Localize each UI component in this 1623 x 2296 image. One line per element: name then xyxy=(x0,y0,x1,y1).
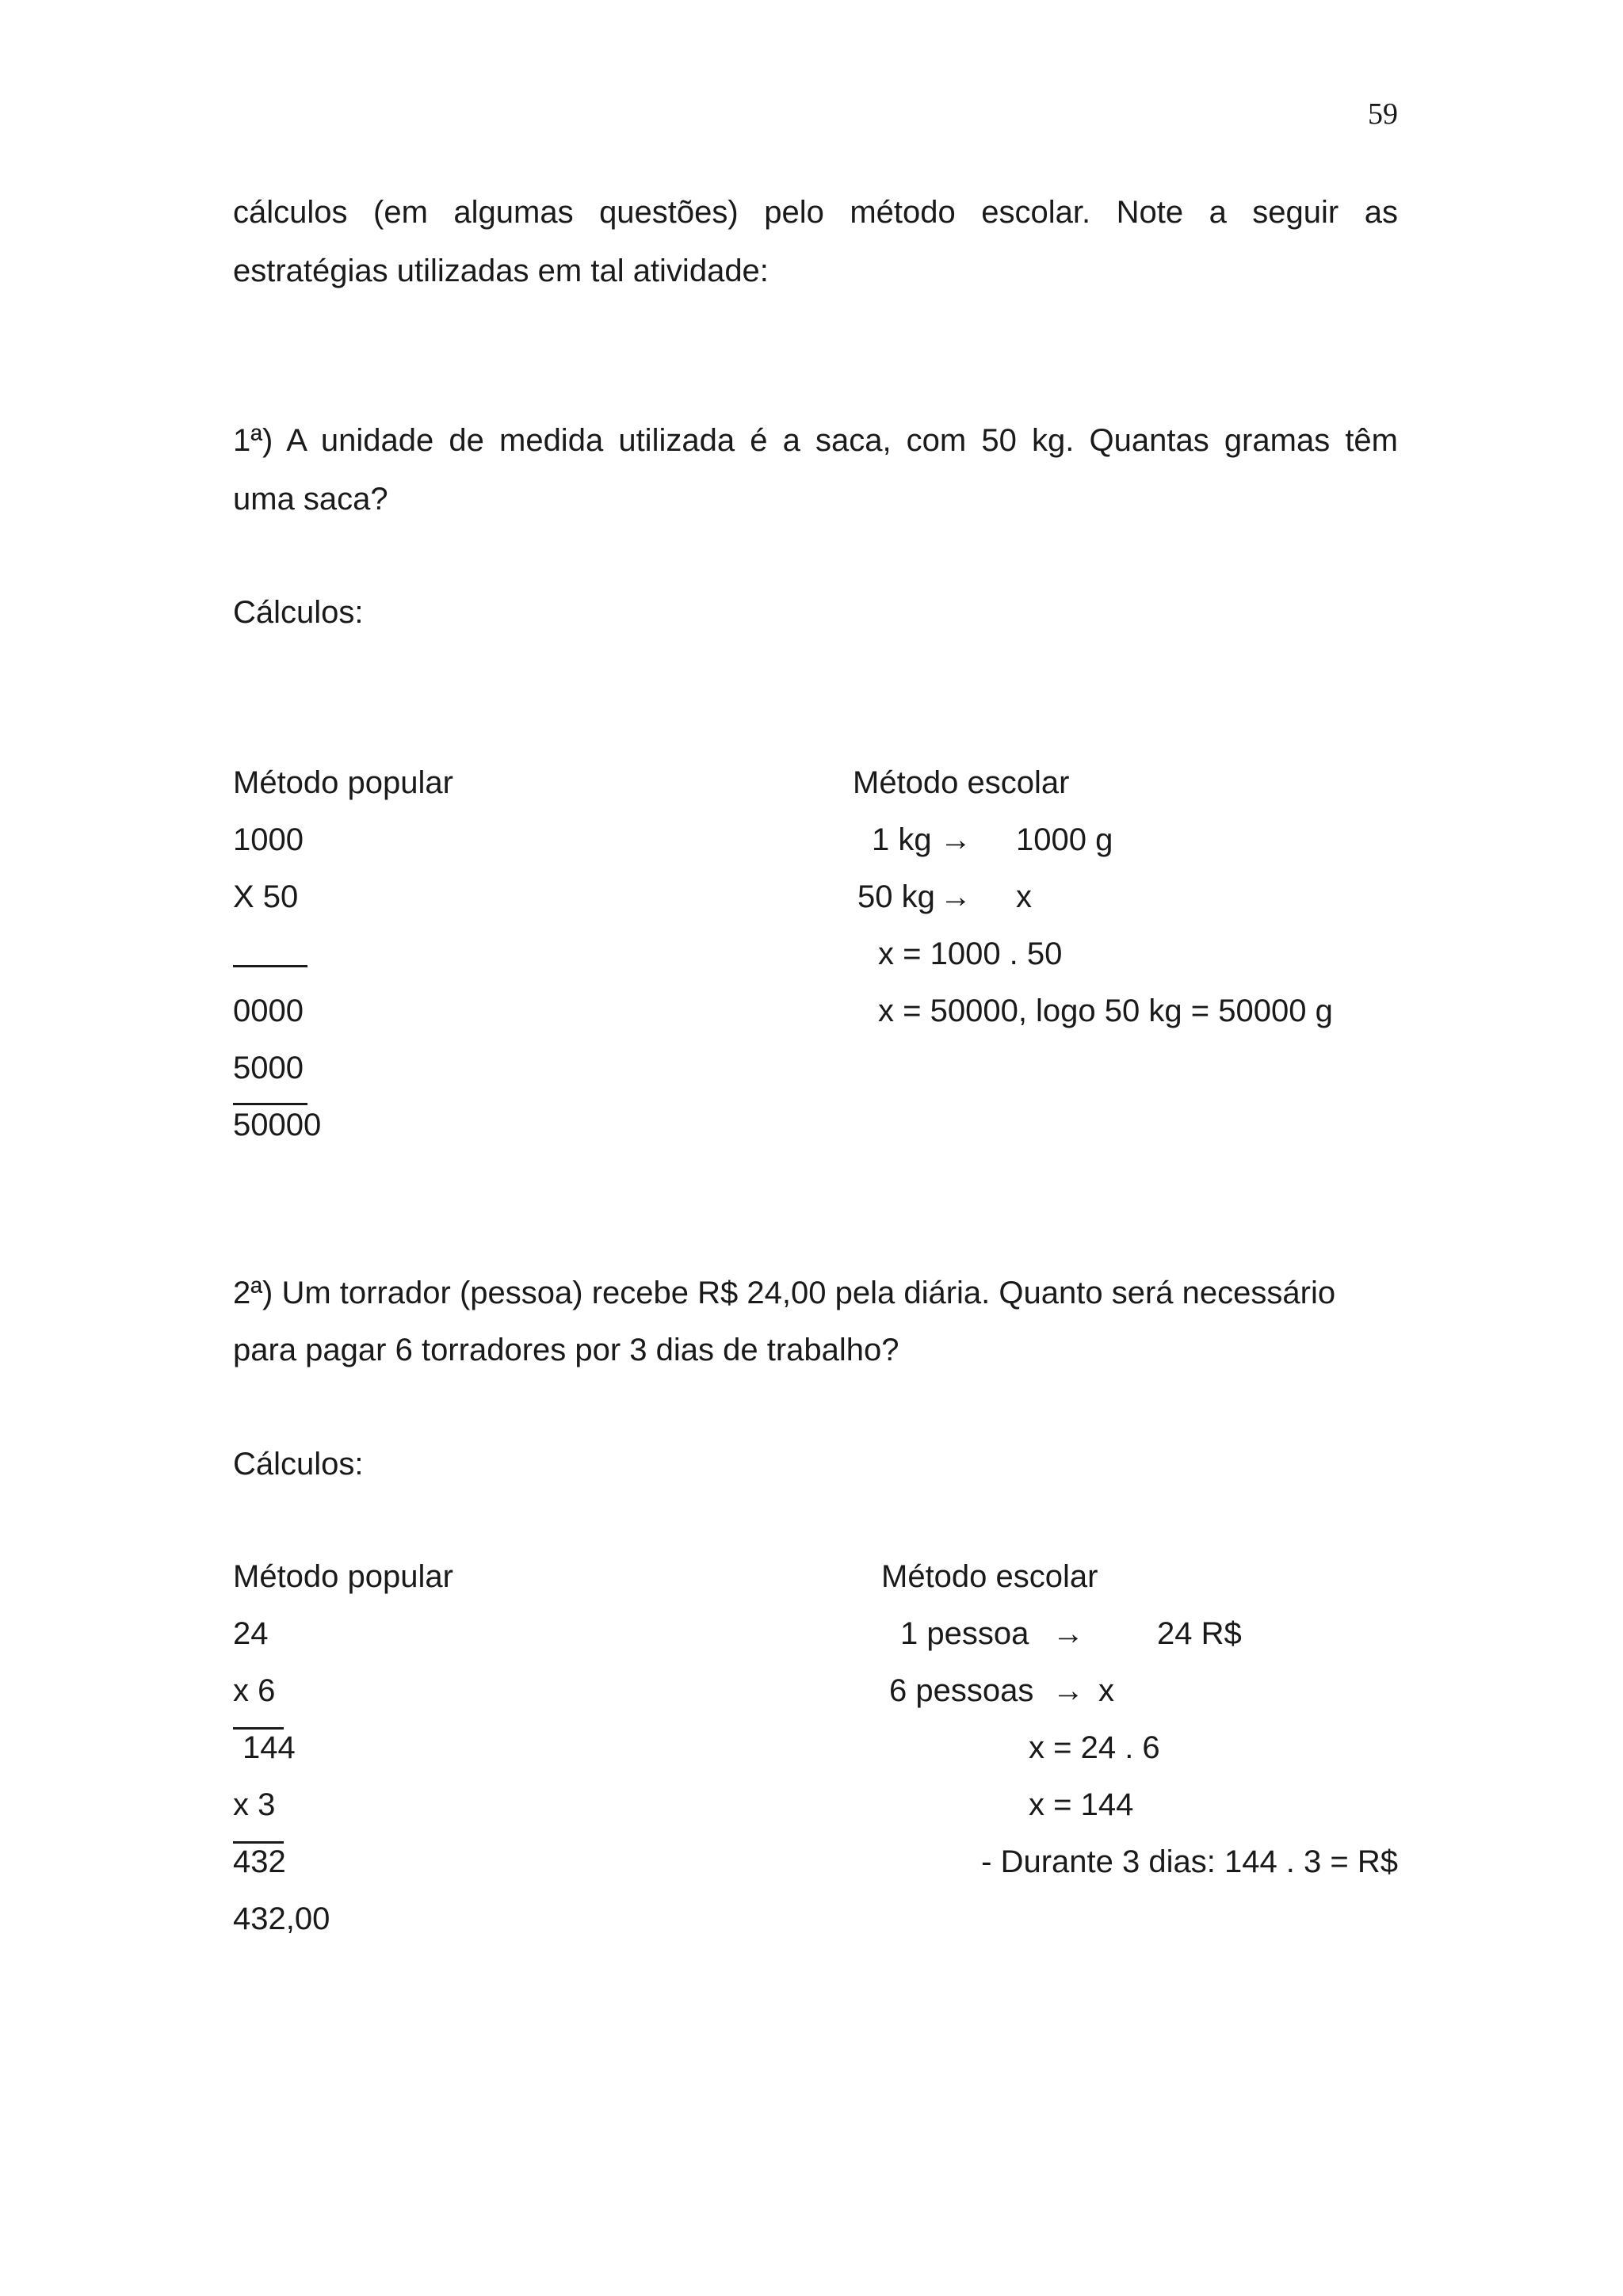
q2-popular-line-4: x 3 xyxy=(233,1787,276,1822)
q2-popular-line-1: 24 xyxy=(233,1616,269,1651)
q1-line-2: uma saca? xyxy=(233,482,388,517)
q2-escolar-row3: x = 24 . 6 xyxy=(1029,1730,1160,1765)
q2-escolar-row5: - Durante 3 dias: 144 . 3 = R$ xyxy=(981,1844,1398,1879)
q2-second-rule xyxy=(233,1841,284,1844)
q1-arrow-1: → xyxy=(940,822,972,857)
q1-popular-line-5: 50000 xyxy=(233,1108,322,1142)
q1-line-1: 1ª) A unidade de medida utilizada é a saca, com 50 kg. Quantas gramas têm xyxy=(233,423,1398,458)
q2-calc-label: Cálculos: xyxy=(233,1447,364,1482)
q2-escolar-row2-right: x xyxy=(1098,1673,1114,1708)
q1-sum-rule xyxy=(233,965,307,967)
q1-escolar-row1-left: 1 kg xyxy=(872,822,932,857)
q2-arrow-1: → xyxy=(1052,1616,1084,1651)
q2-first-rule xyxy=(233,1727,284,1730)
q1-result-rule xyxy=(233,1103,307,1105)
q2-line-1: 2ª) Um torrador (pessoa) recebe R$ 24,00 pela diária. Quanto será necessário xyxy=(233,1276,1336,1310)
q2-popular-line-2: x 6 xyxy=(233,1673,276,1708)
q2-arrow-2: → xyxy=(1052,1673,1084,1708)
q2-escolar-row1-right: 24 R$ xyxy=(1157,1616,1242,1651)
q2-popular-heading: Método popular xyxy=(233,1559,453,1594)
intro-line-1: cálculos (em algumas questões) pelo método escolar. Note a seguir as xyxy=(233,195,1398,230)
q1-popular-line-4: 5000 xyxy=(233,1051,304,1085)
page-number: 59 xyxy=(1368,97,1398,131)
q2-escolar-row1-left: 1 pessoa xyxy=(900,1616,1029,1651)
q2-escolar-row2-left: 6 pessoas xyxy=(889,1673,1034,1708)
q2-popular-line-3: 144 xyxy=(242,1730,296,1765)
q1-popular-line-2: X 50 xyxy=(233,879,299,914)
q2-escolar-heading: Método escolar xyxy=(881,1559,1098,1594)
q1-popular-line-1: 1000 xyxy=(233,822,304,857)
q1-calc-label: Cálculos: xyxy=(233,595,364,630)
intro-line-2: estratégias utilizadas em tal atividade: xyxy=(233,254,769,288)
q2-popular-line-5: 432 xyxy=(233,1844,286,1879)
q1-popular-line-3: 0000 xyxy=(233,994,304,1028)
q1-escolar-row3: x = 1000 . 50 xyxy=(878,936,1063,971)
q2-popular-line-6: 432,00 xyxy=(233,1901,330,1936)
q1-escolar-row4: x = 50000, logo 50 kg = 50000 g xyxy=(878,994,1333,1028)
q1-arrow-2: → xyxy=(940,879,972,914)
q1-popular-heading: Método popular xyxy=(233,765,453,800)
q2-line-2: para pagar 6 torradores por 3 dias de trabalho? xyxy=(233,1333,899,1367)
q1-escolar-row1-right: 1000 g xyxy=(1016,822,1113,857)
q1-escolar-row2-left: 50 kg xyxy=(857,879,935,914)
q1-escolar-row2-right: x xyxy=(1016,879,1032,914)
q2-escolar-row4: x = 144 xyxy=(1029,1787,1134,1822)
q1-escolar-heading: Método escolar xyxy=(853,765,1070,800)
